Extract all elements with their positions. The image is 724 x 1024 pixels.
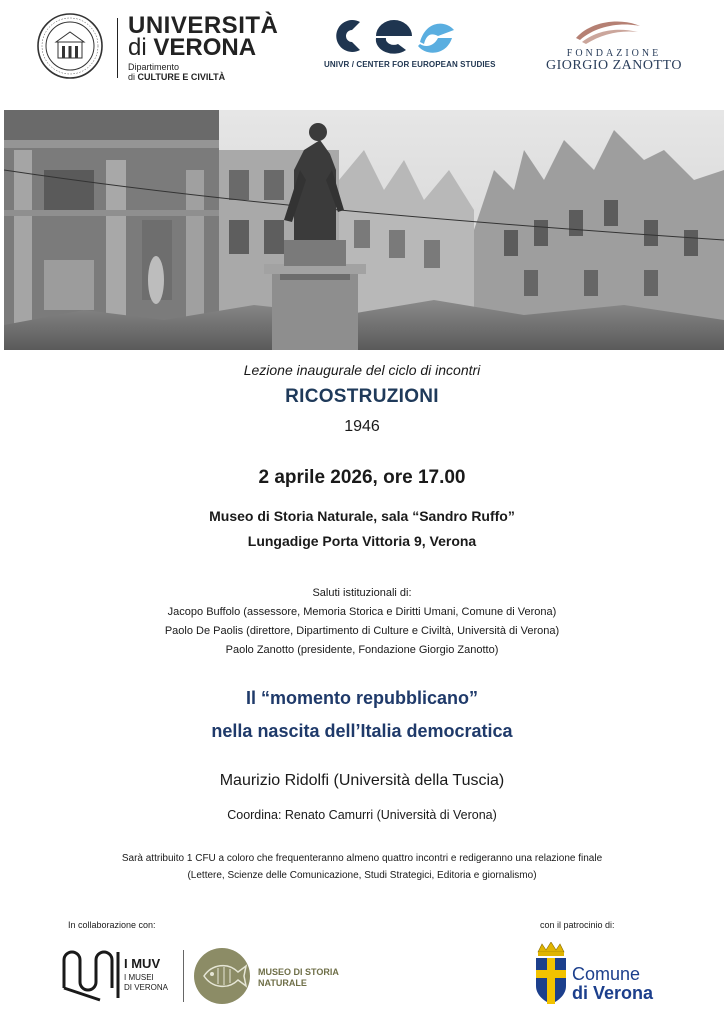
zanotto-logo [544,18,684,78]
univr-name-line2 [128,34,256,62]
greetings-heading: Saluti istituzionali di: [312,587,412,599]
museo-line1: MUSEO DI STORIA [258,967,339,977]
lecture-coordinator: Coordina: Renato Camurri (Università di Verona) [227,808,497,822]
imuv-logo [60,946,188,1006]
fish-fossil-icon [192,946,252,1006]
series-title: RICOSTRUZIONI [285,386,439,407]
venue-name: Museo di Storia Naturale, sala “Sandro Ruffo” [209,508,515,524]
swoosh-icon [572,18,642,46]
museo-storia-naturale-logo [192,946,352,1008]
univr-logo [36,12,279,84]
hero-photo [4,110,724,350]
credits-note [0,850,724,884]
lecture-title-line2: nella nascita dell’Italia democratica [211,721,513,741]
ces-caption: UNIVR / CENTER FOR EUROPEAN STUDIES [324,60,496,69]
event-intro: Lezione inaugurale del ciclo di incontri [243,362,481,378]
univr-name-city: VERONA [153,34,257,61]
museo-line2: NATURALE [258,978,307,988]
comune-verona-logo [534,942,674,1008]
footer-divider [183,950,184,1002]
univr-dept-name: CULTURE E CIVILTÀ [137,72,226,82]
greetings-block [0,584,724,660]
greetings-person: Paolo De Paolis (direttore, Dipartimento di Culture e Civiltà, Università di Verona) [164,625,560,637]
greetings-person: Paolo Zanotto (presidente, Fondazione Giorgio Zanotto) [225,644,499,656]
univr-name-prefix: di [128,34,154,61]
zanotto-line1: FONDAZIONE [566,48,662,59]
ces-logo [324,16,496,76]
credits-line1: Sarà attribuito 1 CFU a coloro che frequenteranno almeno quattro incontri e redigeranno una relazione finale [121,853,603,864]
ces-mark-icon [326,16,456,56]
credits-line2: (Lettere, Scienze delle Comunicazione, Studi Strategici, Editoria e giornalismo) [187,870,537,881]
univr-divider [117,18,118,78]
ruins-photo-image [4,110,724,350]
collaboration-label: In collaborazione con: [68,920,156,930]
header-logos [0,0,724,100]
univr-dept-line1: Dipartimento [128,62,180,72]
greetings-person: Jacopo Buffolo (assessore, Memoria Storica e Diritti Umani, Comune di Verona) [167,606,557,618]
imuv-sub2: DI VERONA [124,983,169,992]
imuv-mark-icon [60,948,122,1002]
venue-address: Lungadige Porta Vittoria 9, Verona [247,533,477,549]
imuv-name: I MUV [124,956,161,971]
city-coat-of-arms-icon [534,942,568,1004]
comune-line1: Comune [572,964,641,984]
event-date-time: 2 aprile 2026, ore 17.00 [258,467,466,488]
university-seal-icon [36,12,104,80]
univr-dept-line2 [128,72,225,82]
zanotto-line2: GIORGIO ZANOTTO [546,58,682,73]
lecture-title-line1: Il “momento repubblicano” [245,688,478,708]
patronage-label: con il patrocinio di: [540,920,615,930]
lecture-speaker: Maurizio Ridolfi (Università della Tuscia) [219,772,505,789]
comune-line2: di Verona [572,983,654,1003]
series-year: 1946 [344,418,380,435]
univr-name-line1: UNIVERSITÀ [128,12,279,39]
univr-dept-prefix: di [128,72,138,82]
imuv-sub1: I MUSEI [124,973,154,982]
